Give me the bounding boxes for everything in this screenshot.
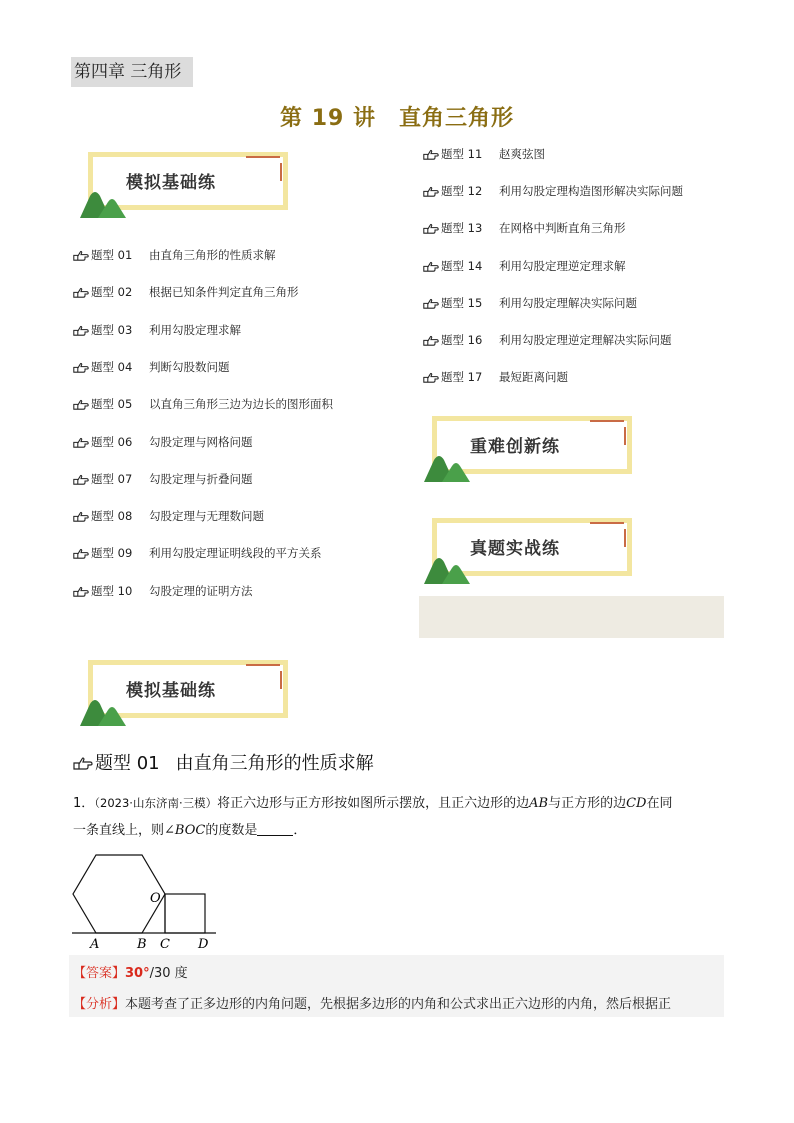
geometry-figure bbox=[70, 850, 220, 952]
toc-number: 题型 07 bbox=[91, 471, 133, 486]
blank-panel bbox=[419, 596, 724, 638]
toc-number: 题型 15 bbox=[441, 295, 483, 310]
hills-icon bbox=[80, 694, 128, 726]
pointing-hand-icon bbox=[423, 297, 439, 309]
toc-text: 利用勾股定理逆定理解决实际问题 bbox=[499, 333, 672, 347]
toc-number: 题型 04 bbox=[91, 359, 133, 374]
section-banner-basic-body bbox=[80, 658, 290, 726]
section-label: 真题实战练 bbox=[470, 539, 560, 559]
math-ab: AB bbox=[529, 796, 549, 811]
toc-number: 题型 02 bbox=[91, 285, 133, 300]
toc-item[interactable] bbox=[423, 331, 672, 349]
toc-text: 利用勾股定理求解 bbox=[149, 322, 241, 337]
type-heading bbox=[73, 749, 374, 775]
toc-number: 题型 12 bbox=[441, 184, 483, 199]
toc-item[interactable] bbox=[73, 507, 264, 525]
pointing-hand-icon bbox=[73, 436, 89, 448]
toc-item[interactable] bbox=[73, 283, 299, 301]
hills-icon bbox=[424, 450, 472, 482]
page-title: 第 19 讲 直角三角形 bbox=[280, 106, 514, 131]
toc-item[interactable] bbox=[423, 368, 568, 386]
label-o: O bbox=[150, 891, 161, 906]
square bbox=[165, 894, 205, 933]
toc-text: 最短距离问题 bbox=[499, 370, 568, 385]
toc-number: 题型 13 bbox=[441, 221, 483, 236]
toc-number: 题型 16 bbox=[441, 333, 483, 347]
section-label: 模拟基础练 bbox=[126, 681, 216, 701]
toc-item[interactable] bbox=[423, 294, 637, 312]
toc-number: 题型 14 bbox=[441, 258, 483, 273]
hills-icon bbox=[424, 552, 472, 584]
toc-item[interactable] bbox=[73, 544, 322, 562]
label-d: D bbox=[198, 937, 209, 952]
pointing-hand-icon bbox=[73, 398, 89, 410]
answer-line bbox=[73, 962, 188, 981]
toc-item[interactable] bbox=[73, 433, 253, 451]
toc-text: 利用勾股定理逆定理求解 bbox=[499, 258, 626, 273]
chapter-tag: 第四章 三角形 bbox=[71, 57, 193, 87]
toc-item[interactable] bbox=[73, 582, 253, 600]
section-banner-basic bbox=[80, 150, 290, 218]
toc-item[interactable] bbox=[423, 182, 683, 200]
toc-item[interactable] bbox=[423, 257, 626, 275]
answer-tag: 【答案】 bbox=[73, 966, 126, 981]
pointing-hand-icon bbox=[73, 510, 89, 522]
toc-number: 题型 03 bbox=[91, 322, 133, 337]
toc-item[interactable] bbox=[73, 246, 276, 264]
pointing-hand-icon bbox=[73, 755, 93, 770]
type-number: 题型 01 bbox=[95, 753, 160, 774]
question-text: 一条直线上，则 bbox=[73, 823, 165, 838]
toc-text: 由直角三角形的性质求解 bbox=[149, 248, 276, 262]
toc-number: 题型 08 bbox=[91, 509, 133, 524]
pointing-hand-icon bbox=[73, 547, 89, 559]
label-c: C bbox=[160, 937, 170, 952]
toc-text: 在网格中判断直角三角形 bbox=[499, 221, 626, 236]
pointing-hand-icon bbox=[73, 324, 89, 336]
pointing-hand-icon bbox=[423, 148, 439, 160]
label-a: A bbox=[90, 937, 100, 952]
pointing-hand-icon bbox=[73, 286, 89, 298]
math-cd: CD bbox=[626, 796, 647, 811]
type-text: 由直角三角形的性质求解 bbox=[175, 753, 374, 774]
pointing-hand-icon bbox=[423, 260, 439, 272]
answer-alt: /30 度 bbox=[149, 966, 188, 981]
toc-text: 利用勾股定理构造图形解决实际问题 bbox=[499, 184, 683, 199]
pointing-hand-icon bbox=[423, 185, 439, 197]
analysis-tag: 【分析】 bbox=[73, 997, 126, 1012]
question-index: 1． bbox=[73, 796, 95, 811]
toc-number: 题型 11 bbox=[441, 147, 483, 161]
question-text: 在同 bbox=[646, 796, 673, 811]
toc-item[interactable] bbox=[73, 470, 253, 488]
toc-text: 勾股定理与网格问题 bbox=[149, 434, 253, 449]
analysis-line bbox=[73, 993, 671, 1012]
toc-text: 利用勾股定理解决实际问题 bbox=[499, 295, 637, 310]
pointing-hand-icon bbox=[423, 371, 439, 383]
section-banner-real bbox=[424, 516, 634, 584]
answer-value: 30° bbox=[125, 966, 150, 981]
question-text: 将正六边形与正方形按如图所示摆放，且正六边形的边 bbox=[217, 796, 530, 811]
pointing-hand-icon bbox=[73, 473, 89, 485]
question-1 bbox=[73, 790, 733, 844]
toc-item[interactable] bbox=[73, 395, 333, 413]
toc-item[interactable] bbox=[73, 321, 241, 339]
toc-item[interactable] bbox=[73, 358, 230, 376]
toc-text: 勾股定理与无理数问题 bbox=[149, 509, 264, 524]
pointing-hand-icon bbox=[73, 585, 89, 597]
question-text: 与正方形的边 bbox=[548, 796, 627, 811]
toc-item[interactable] bbox=[423, 219, 626, 237]
toc-number: 题型 09 bbox=[91, 546, 133, 561]
analysis-text: 本题考查了正多边形的内角问题，先根据多边形的内角和公式求出正六边形的内角，然后根据正 bbox=[125, 997, 672, 1012]
pointing-hand-icon bbox=[73, 361, 89, 373]
toc-text: 根据已知条件判定直角三角形 bbox=[149, 285, 299, 300]
question-source: （2023·山东济南·三模） bbox=[94, 796, 218, 810]
toc-text: 判断勾股数问题 bbox=[149, 359, 230, 374]
toc-item[interactable] bbox=[423, 145, 545, 163]
toc-number: 题型 01 bbox=[91, 248, 133, 262]
section-banner-hard bbox=[424, 414, 634, 482]
section-label: 模拟基础练 bbox=[126, 173, 216, 193]
toc-text: 以直角三角形三边为边长的图形面积 bbox=[149, 397, 333, 412]
pointing-hand-icon bbox=[73, 249, 89, 261]
toc-text: 勾股定理与折叠问题 bbox=[149, 471, 253, 486]
toc-text: 赵爽弦图 bbox=[499, 147, 545, 161]
answer-blank bbox=[257, 822, 293, 836]
toc-number: 题型 05 bbox=[91, 397, 133, 412]
toc-text: 利用勾股定理证明线段的平方关系 bbox=[149, 546, 322, 561]
toc-number: 题型 06 bbox=[91, 434, 133, 449]
hills-icon bbox=[80, 186, 128, 218]
label-b: B bbox=[137, 937, 147, 952]
pointing-hand-icon bbox=[423, 222, 439, 234]
toc-text: 勾股定理的证明方法 bbox=[149, 583, 253, 598]
question-text: 的度数是 bbox=[205, 823, 258, 838]
toc-number: 题型 17 bbox=[441, 370, 483, 385]
toc-number: 题型 10 bbox=[91, 583, 133, 598]
question-text: ． bbox=[293, 823, 307, 838]
section-label: 重难创新练 bbox=[470, 437, 560, 457]
math-angle: ∠BOC bbox=[164, 823, 206, 838]
pointing-hand-icon bbox=[423, 334, 439, 346]
